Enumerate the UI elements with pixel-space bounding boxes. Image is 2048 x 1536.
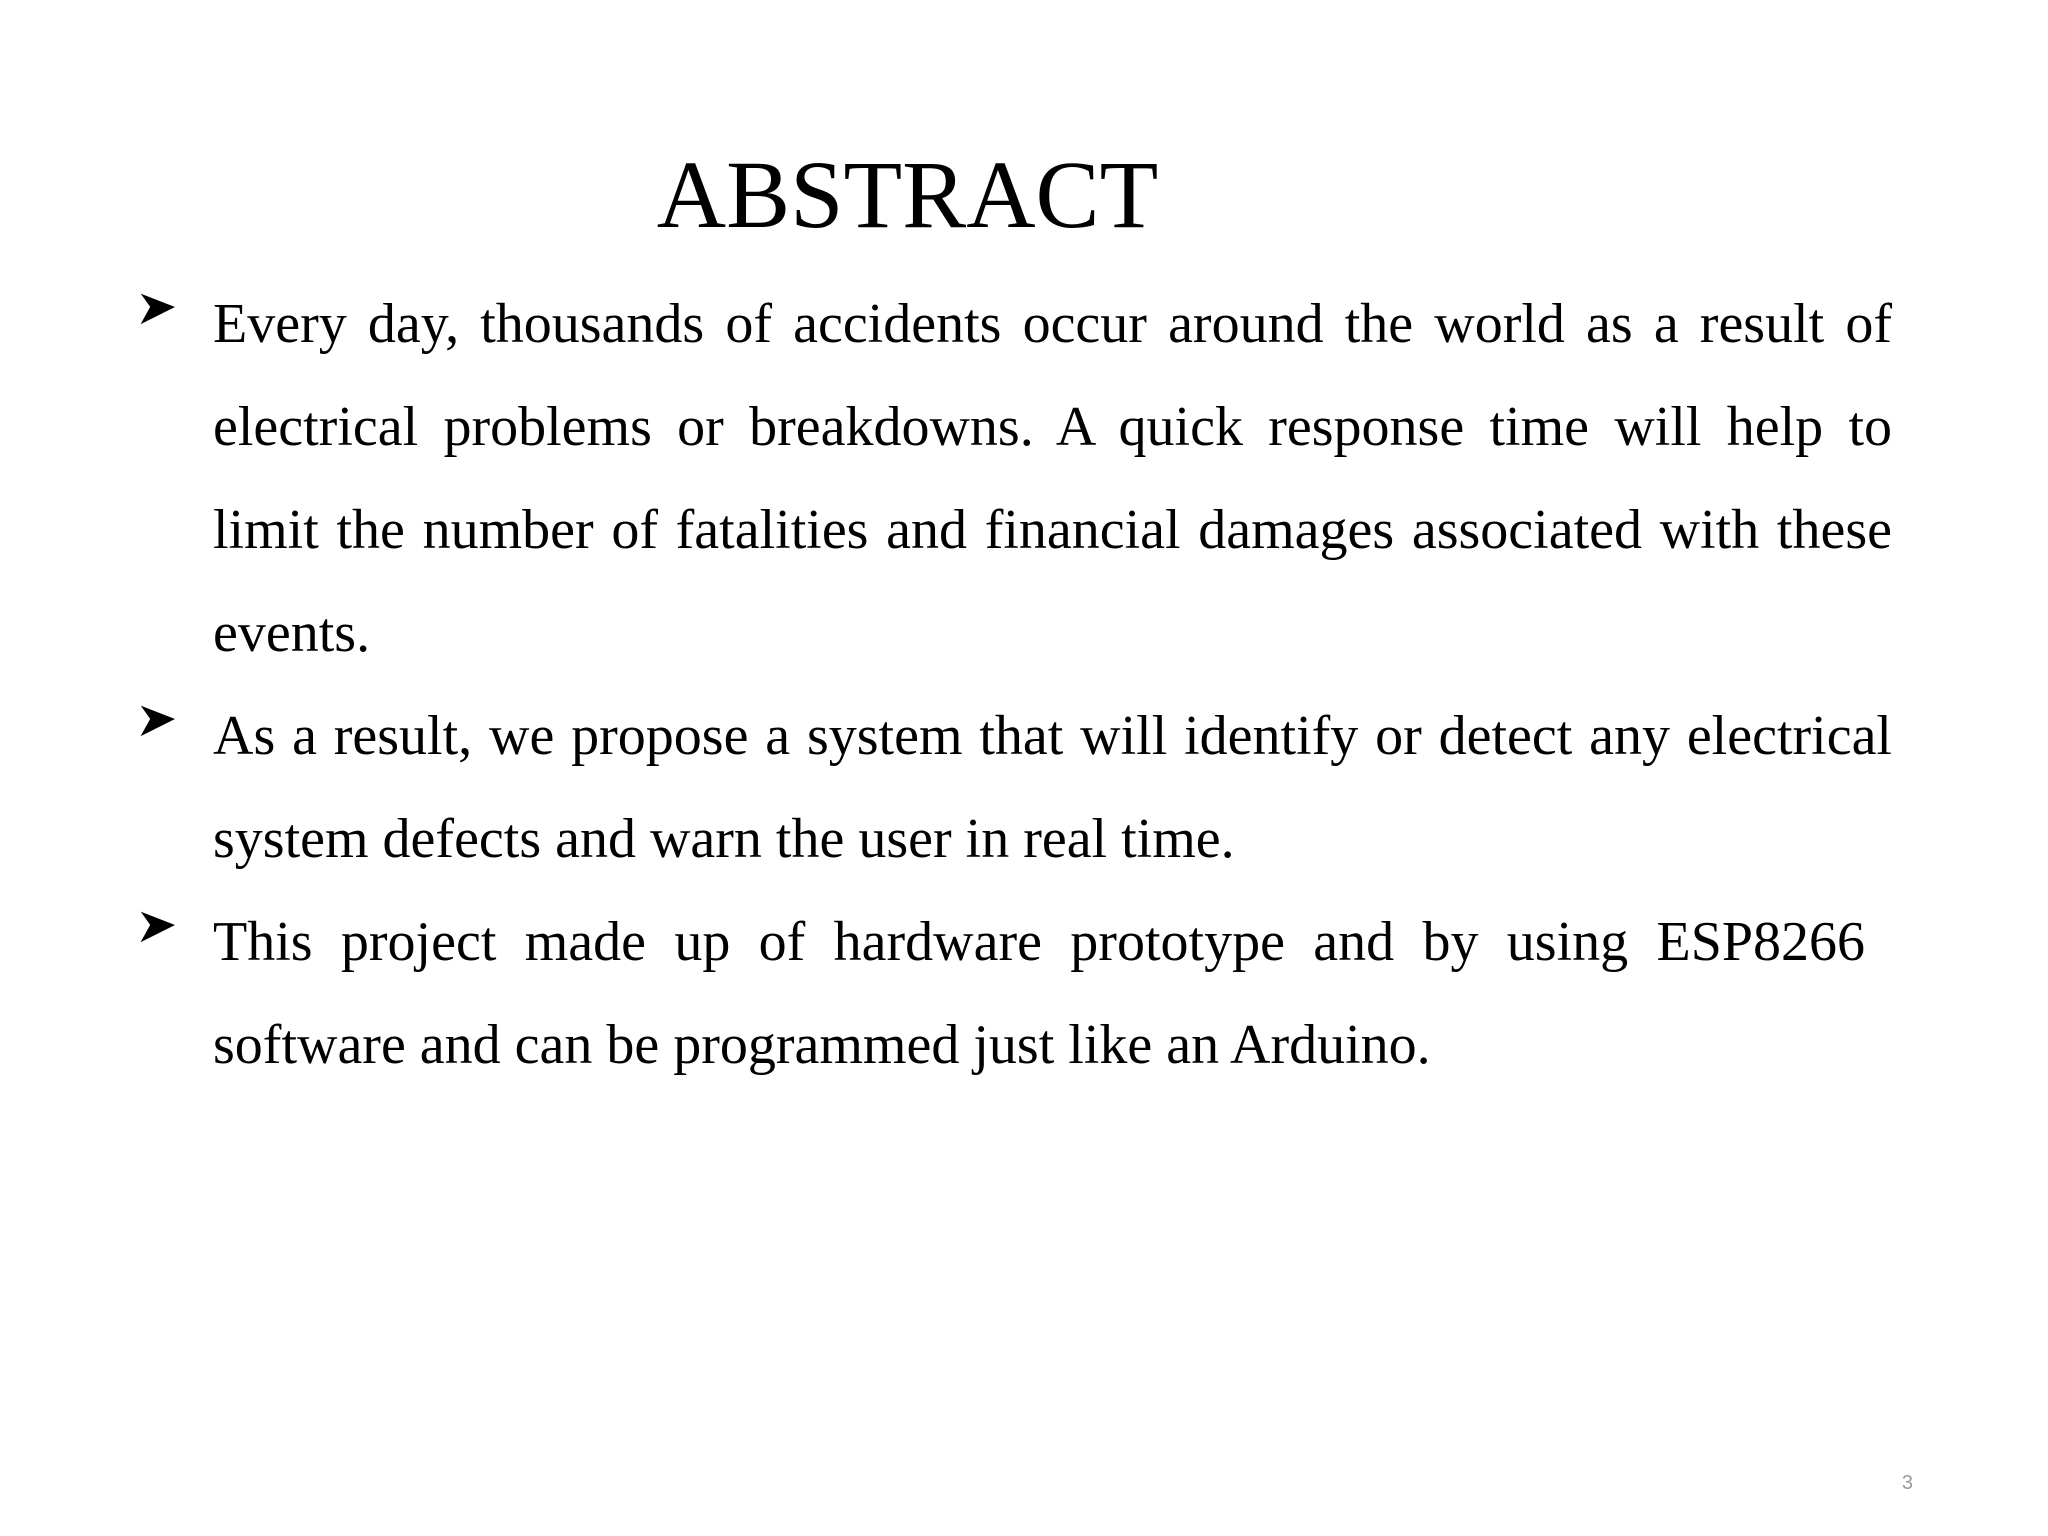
- bullet-item: [135, 891, 1892, 1097]
- page-number: 3: [1901, 1472, 1913, 1494]
- bullet-text: This project made up of hardware prototype and by using ESP8266 software and can be programmed just like an Arduino.: [213, 911, 1865, 1076]
- bullet-text: As a result, we propose a system that will identify or detect any electrical system defects and warn the user in real time.: [213, 705, 1892, 870]
- bullet-item: [135, 685, 1892, 891]
- bullet-list: [135, 273, 1892, 1097]
- slide-title: ABSTRACT: [656, 141, 1159, 248]
- arrowhead-bullet-icon: [135, 905, 179, 949]
- arrowhead-bullet-icon: [135, 699, 179, 743]
- arrowhead-bullet-icon: [135, 287, 179, 331]
- bullet-text: Every day, thousands of accidents occur around the world as a result of electrical problems or breakdowns. A quick response time will help to limit the number of fatalities and financial damages associated with these events.: [213, 293, 1892, 664]
- bullet-item: [135, 273, 1892, 685]
